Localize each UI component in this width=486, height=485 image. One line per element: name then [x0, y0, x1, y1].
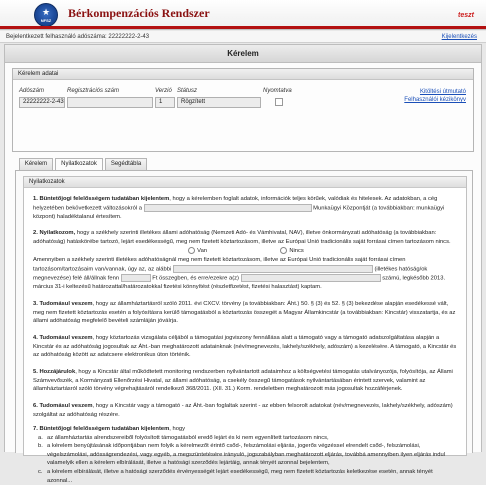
debt-radio-group	[33, 247, 459, 256]
list-item-text: a kérelem benyújtásának időpontjában nem folyik a kérelmezőt érintő csőd-, felszámolási eljárás, jogerős végzéssel elrendelt csőd-, felszámolási, végelszámolási, adósságrendezési, vagy egyéb, a megszüntetésére irányuló, jogszabályban meghatározott eljárás, továbbá amennyiben ilyen eljárás indul valamelyik ellen a kérelem elbírálását, illetve a hatósági szerződés lejártáig, annak tényét azonnal bejelentem,	[47, 443, 445, 467]
logo-text: NFSZ	[40, 18, 52, 23]
debt-radio-row	[33, 247, 459, 256]
filling-guide-link[interactable]: Kitöltési útmutató	[419, 89, 466, 95]
statement-6	[33, 402, 459, 419]
list-item-letter: c.	[38, 468, 43, 475]
statement-4-heading: 4. Tudomásul veszem	[33, 335, 93, 341]
statement-2-heading: 2. Nyilatkozom,	[33, 230, 76, 236]
page-title: Kérelem	[5, 45, 481, 63]
statement-1	[33, 195, 459, 221]
statement-1-heading: 1. Büntetőjogi felelősségem tudatában kijelentem	[33, 196, 170, 202]
logout-link[interactable]: Kijelentkezés	[441, 34, 477, 40]
environment-badge: teszt	[458, 12, 474, 19]
tab-kerelem[interactable]: Kérelem	[19, 158, 53, 170]
radio-van[interactable]	[188, 247, 195, 254]
star-icon: ★	[41, 7, 51, 17]
list-item-text: az államháztartás alrendszereiből folyósított támogatásból eredő lejárt és ki nem egyenlített tartozásom nincs,	[47, 434, 329, 441]
printed-label: Nyomtatva	[263, 88, 292, 94]
statement-3-text: , hogy az államháztartásról szóló 2011. évi CXCV. törvény (a továbbiakban: Áht.) 50. § (3) és 52. § (3) bekezdése alapján esedékessé vált, meg nem fizetett köztartozás esetén a folyósításra kerülő támogatásból a köztartozás összegét a Magyar Államkincstár (a továbbiakban: Kincstár) visszatartja, és az állami adóhatóság megfelelő bevételi számláján jóváírja.	[33, 301, 456, 325]
statement-7-text: , hogy	[169, 426, 186, 432]
statement-2-text-2: Amennyiben a székhely szerinti illetékes adóhatóságnál meg nem fizetett köztartozásom, illetve az Európai Unió tradicionális saját forrásai címen tartozásom/tartozásaim van/vannak, úgy az, az alábbi	[33, 257, 406, 273]
statement-4-text: , hogy köztartozás vizsgálata céljából a támogatási jogviszony fennállása alatt a támogató vagy a támogató adatszolgáltatása alapján a Kincstár és az adóhatóság jogosultak az Áht.-ban meghatározott adatainknak (név/megnevezés, lakhely/székhely, adószám) a kezelésére. A támogató, a Kincstár és az adóhatóság között az adatcsere elektronikus úton történik.	[33, 335, 457, 359]
registration-number-label: Regisztrációs szám	[67, 88, 120, 94]
statement-5-heading: 5. Hozzájárulok	[33, 369, 76, 375]
status-field: Rögzített	[177, 97, 261, 108]
statement-7-list	[33, 434, 459, 485]
statement-6-text: , hogy a Kincstár vagy a támogató - az Áht.-ban foglaltak szerint - az ebben felsorolt adatokat (név/megnevezés, lakhely/székhely, adószám) szolgáltat az adóhatóság részére.	[33, 403, 453, 418]
statement-2-details	[33, 256, 459, 291]
radio-nincs[interactable]	[280, 247, 287, 254]
status-label: Státusz	[177, 88, 198, 94]
statement-2-text: hogy a székhely szerinti illetékes állami adóhatóság (Nemzeti Adó- és Vámhivatal, NAV), illetve önkormányzati adóhatóság (a továbbiakban: adóhatóság) hatáskörébe tartozó, lejárt esedékességű, meg nem fizetett köztartozásom, illetve az Európai Unió tradicionális saját forrásai címen tartozásom nincs.	[33, 230, 451, 245]
list-item-text: a kérelem elbírálását, illetve a hatósági szerződés érvényességét lejárt esedékességű, meg nem fizetett köztartozás keletkezése esetén, annak tényét azonnal...	[47, 468, 433, 484]
statement-5-text: , hogy a Kincstár által működtetett monitoring rendszerben nyilvántartott adataimhoz a költségvetési támogatás utalványozója, folyósítója, az Állami Számvevőszék, a Kormányzati Ellenőrzési Hivatal, az állami adóhatóság, a csekély összegű támogatások nyilvántartásában érintett szervek, valamint az államháztartásról szóló törvény végrehajtásáról rendelkező 368/2011. (XII. 31.) Korm. rendeletben meghatározott más jogosultak hozzáférjenek.	[33, 369, 453, 393]
statement-2-text-4: Ft összegben, és erre/ezekre a(z)	[152, 275, 239, 282]
tab-content	[15, 170, 473, 484]
tax-number-label: Adószám	[19, 88, 45, 94]
statement-7	[33, 425, 459, 485]
help-links	[404, 88, 466, 104]
statement-1-text: , hogy a kérelemben foglalt adatok, információk teljes körűek, valódiak és hitelesek. Az adatokban, a cég helyzetében bekövetkezett változásokról a	[33, 196, 438, 212]
app-title: Bérkompenzációs Rendszer	[68, 6, 210, 20]
tab-segedtabla[interactable]: Segédtábla	[105, 158, 147, 170]
tab-nyilatkozatok[interactable]: Nyilatkozatok	[55, 158, 103, 171]
declarations-title: Nyilatkozatok	[24, 177, 466, 188]
list-item	[38, 442, 459, 468]
panel-title: Kérelem adatai	[13, 69, 473, 80]
authority-name-field[interactable]	[173, 265, 373, 273]
logged-in-user: Bejelentkezett felhasználó adószáma: 22222222-2-43	[6, 34, 150, 40]
printed-checkbox[interactable]	[275, 98, 283, 106]
radio-van-label: Van	[197, 248, 208, 255]
debt-amount-field[interactable]	[121, 274, 151, 282]
statement-5	[33, 368, 459, 394]
user-bar	[0, 31, 486, 43]
statement-4	[33, 334, 459, 360]
statement-7-heading: 7. Büntetőjogi felelősségem tudatában kijelentem	[33, 426, 170, 432]
labor-center-select[interactable]	[144, 204, 312, 212]
declarations-panel	[23, 176, 467, 484]
app-header	[0, 0, 486, 30]
statement-2-text-5: számú, legkésőbb 2013. március 31-i keltezésű határozattal/határozatokkal fizetési könnyítést (részletfizetést, fizetési halasztást) kaptam.	[33, 275, 446, 290]
list-item-letter: a.	[38, 434, 43, 441]
registration-number-field	[67, 97, 153, 108]
statement-3	[33, 300, 459, 326]
version-field: 1	[155, 97, 175, 108]
version-label: Verzió	[155, 88, 172, 94]
statement-2-text-3: (illetékes hatóság/ok megnevezése) felé áll/állnak fenn	[33, 266, 428, 282]
application-data-panel	[12, 68, 474, 152]
list-item-letter: b.	[38, 443, 43, 450]
statement-2	[33, 229, 459, 246]
statement-1-text-2: Munkaügyi Központját (a továbbiakban: munkaügyi központ) haladéktalanul értesítem.	[33, 205, 445, 220]
statement-3-heading: 3. Tudomásul veszem	[33, 301, 93, 307]
main-content	[4, 44, 482, 484]
list-item	[38, 434, 459, 443]
radio-nincs-label: Nincs	[289, 248, 304, 255]
user-manual-link[interactable]: Felhasználói kézikönyv	[404, 97, 466, 103]
nfsz-logo	[34, 3, 58, 27]
statement-6-heading: 6. Tudomásul veszem	[33, 403, 93, 409]
list-item	[38, 468, 459, 485]
resolution-number-field[interactable]	[241, 274, 381, 282]
tax-number-field: 22222222-2-43	[19, 97, 65, 108]
header-divider	[0, 26, 486, 29]
